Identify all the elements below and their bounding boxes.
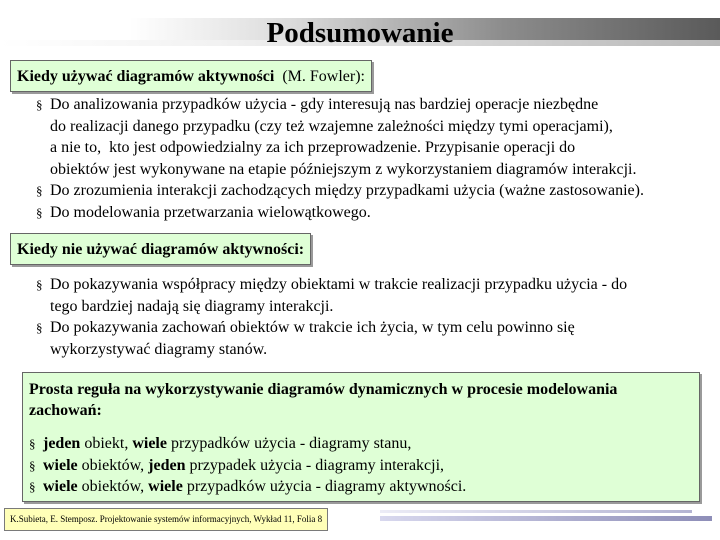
list-item-line: Do pokazywania współpracy między obiektami w trakcie realizacji przypadku użycia - do [50, 276, 628, 293]
list-item-line: obiektów jest wykonywane na etapie późniejszym z wykorzystaniem diagramów interakcji. [50, 160, 637, 178]
list-item-line: Do zrozumienia interakcji zachodzących między przypadkami użycia (ważne zastosowanie). [50, 182, 644, 200]
rule-text: obiektów, [77, 478, 149, 496]
footer-citation: K.Subieta, E. Stemposz. Projektowanie systemów informacyjnych, Wykład 11, Folia 8 [4, 508, 328, 531]
list-item-line: Do analizowania przypadków użycia - gdy interesują nas bardziej operacje niezbędne [50, 96, 599, 113]
rule-quantity-objects: wiele [43, 478, 78, 496]
list-item-line: wykorzystywać diagramy stanów. [50, 340, 268, 358]
bullet-icon: § [36, 183, 43, 199]
rule-quantity-use-cases: wiele [132, 435, 167, 452]
rule-text: obiektów, [77, 456, 149, 474]
list-item [36, 94, 644, 180]
bullet-icon: § [29, 479, 36, 495]
list-item-line: do realizacji danego przypadku (czy też wzajemne zależności między tymi operacjami), [50, 117, 613, 135]
rule-item [29, 433, 466, 455]
list-item [36, 274, 627, 317]
rule-text: przypadków użycia - diagramy stanu, [166, 435, 412, 452]
list-item-line: Do modelowania przetwarzania wielowątkowego. [50, 203, 371, 221]
slide-title: Podsumowanie [266, 17, 454, 49]
footer-rule-thin [380, 510, 692, 513]
rule-quantity-objects: jeden [43, 435, 81, 452]
bullet-icon: § [36, 204, 43, 220]
rule-quantity-use-cases: wiele [148, 478, 183, 496]
rule-text: przypadków użycia - diagramy aktywności. [182, 478, 467, 496]
rule-text: obiekt, [80, 435, 133, 452]
list-item-line: tego bardziej nadają się diagramy interakcji. [50, 297, 334, 315]
rule-list [29, 433, 466, 498]
list-item-line: Do pokazywania zachowań obiektów w trakcie ich życia, w tym celu powinno się [50, 319, 575, 337]
bullet-icon: § [36, 320, 43, 336]
rule-quantity-use-cases: jeden [148, 456, 186, 474]
bullet-icon: § [36, 277, 43, 292]
list-item [36, 180, 644, 202]
when-not-use-heading-text: Kiedy nie używać diagramów aktywności: [17, 241, 305, 258]
list-item-line: a nie to, kto jest odpowiedzialny za ich przeprowadzenie. Przypisanie operacji do [50, 139, 576, 157]
rule-item [29, 476, 466, 498]
bullet-icon: § [29, 457, 36, 473]
rule-item [29, 455, 466, 477]
rule-text: przypadek użycia - diagramy interakcji, [185, 456, 445, 474]
list-item [36, 317, 627, 360]
when-use-heading [10, 60, 372, 92]
rule-title: Prosta reguła na wykorzystywanie diagramów dynamicznych w procesie modelowania zachowań: [29, 381, 618, 419]
bullet-icon: § [29, 436, 36, 451]
when-use-list [36, 94, 644, 224]
list-item [36, 202, 644, 224]
rule-box [22, 372, 700, 502]
rule-quantity-objects: wiele [43, 456, 78, 474]
when-not-use-list [36, 274, 627, 360]
when-use-heading-source: (M. Fowler): [282, 68, 365, 85]
when-use-heading-bold: Kiedy używać diagramów aktywności [17, 68, 275, 85]
bullet-icon: § [36, 97, 43, 112]
footer-rule [380, 516, 712, 521]
when-not-use-heading [10, 233, 311, 265]
